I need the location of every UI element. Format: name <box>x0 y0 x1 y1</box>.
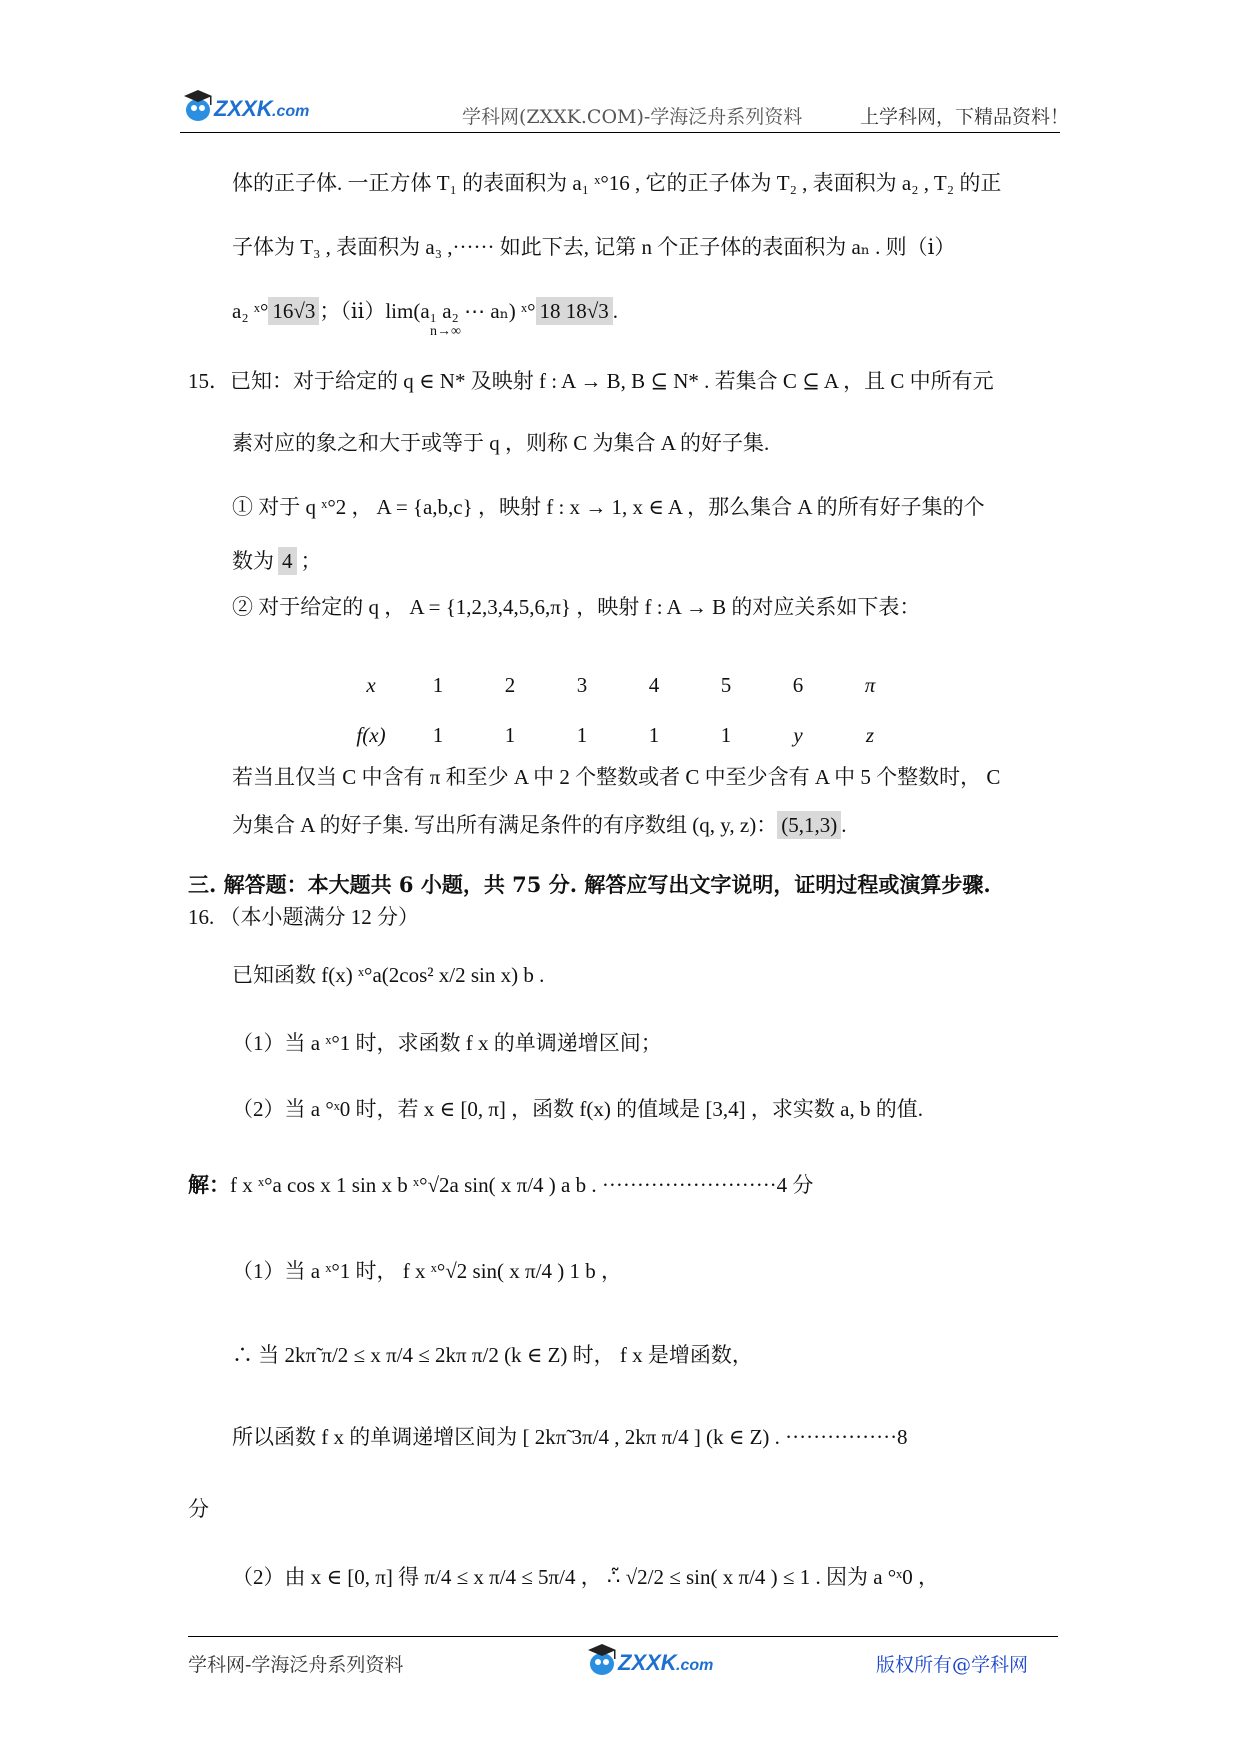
q15-line-5: ② 对于给定的 q ， A = {1,2,3,4,5,6,π} ，映射 f : A → B 的对应关系如下表： <box>232 595 921 619</box>
a2-label: a₂ ˣ° <box>232 299 269 323</box>
table-cell: f(x) <box>356 722 386 747</box>
q16-part-2: （2）当 a °ˣ0 时，若 x ∈ [0, π] ，函数 f(x) 的值域是 [3,4] ，求实数 a, b 的值. <box>232 1097 923 1121</box>
count-label: 数为 <box>232 549 274 573</box>
q16-title: 16. （本小题满分 12 分） <box>188 905 419 929</box>
answer-count: 4 <box>278 547 297 575</box>
q15-line-1: 15．已知：对于给定的 q ∈ N* 及映射 f : A → B, B ⊆ N* . 若集合 C ⊆ A ，且 C 中所有元 <box>188 369 994 393</box>
line-3 <box>232 296 618 326</box>
limit-expr: ；（ⅱ）lim(a₁ a₂ ⋯ aₙ) ˣ° <box>319 299 536 323</box>
solution-expr: f x ˣ°a cos x 1 sin x b ˣ°√2a sin( x π/4 ) a b . ·························4 分 <box>230 1173 814 1197</box>
semicolon: ； <box>300 549 322 573</box>
q15-line-4 <box>232 546 322 576</box>
header-logo <box>180 86 320 126</box>
svg-text:.com: .com <box>676 1657 714 1674</box>
svg-text:ZXXK: ZXXK <box>618 1650 677 1675</box>
line-2: 子体为 T₃ , 表面积为 a₃ ,······ 如此下去, 记第 n 个正子体的表面积为 aₙ . 则（ⅰ） <box>232 235 956 259</box>
section-3-heading: 三. 解答题：本大题共 6 小题，共 75 分. 解答应写出文字说明，证明过程或演算步骤. <box>188 872 991 897</box>
table-cell: 1 <box>504 722 516 747</box>
table-cell: 1 <box>432 722 444 747</box>
table-cell: 1 <box>720 722 732 747</box>
answer-a2: 16√3 <box>268 297 319 325</box>
footer-logo <box>584 1640 724 1680</box>
answer-limit: 18 18√3 <box>536 297 613 325</box>
table-cell: π <box>864 672 876 697</box>
q15-line-7 <box>232 810 846 840</box>
q15-line-2: 素对应的象之和大于或等于 q ，则称 C 为集合 A 的好子集. <box>232 431 770 455</box>
q15-line-6: 若当且仅当 C 中含有 π 和至少 A 中 2 个整数或者 C 中至少含有 A 中 5 个整数时， C <box>232 765 1001 789</box>
table-cell: 2 <box>504 672 516 697</box>
footer-left: 学科网-学海泛舟系列资料 <box>188 1654 404 1676</box>
header-center: 学科网(ZXXK.COM)-学海泛舟系列资料 <box>462 106 803 128</box>
q15-line-3: ① 对于 q ˣ°2 ， A = {a,b,c} ，映射 f : x → 1, x ∈ A ，那么集合 A 的所有好子集的个 <box>232 495 985 519</box>
header-rule <box>180 132 1060 133</box>
table-cell: x <box>366 672 376 697</box>
solution-label: 解： <box>188 1173 230 1197</box>
q16-part-1: （1）当 a ˣ°1 时，求函数 f x 的单调递增区间； <box>232 1031 662 1055</box>
table-row <box>340 660 906 710</box>
svg-text:ZXXK: ZXXK <box>214 96 273 121</box>
footer-right-link[interactable]: 版权所有@学科网 <box>876 1654 1029 1676</box>
table-row <box>340 710 906 760</box>
solution-line-2: （1）当 a ˣ°1 时， f x ˣ°√2 sin( x π/4 ) 1 b ， <box>232 1259 622 1283</box>
mapping-table <box>340 660 906 760</box>
mortarboard-icon <box>584 1640 724 1680</box>
table-cell: 5 <box>720 672 732 697</box>
table-cell: 1 <box>432 672 444 697</box>
table-cell: z <box>865 722 875 747</box>
tuple-label: 为集合 A 的好子集. 写出所有满足条件的有序数组 (q, y, z)： <box>232 813 778 837</box>
footer-rule <box>188 1636 1058 1637</box>
svg-text:.com: .com <box>272 103 310 120</box>
line-1: 体的正子体. 一正方体 T₁ 的表面积为 a₁ ˣ°16 , 它的正子体为 T₂ , 表面积为 a₂ , T₂ 的正 <box>232 171 1002 195</box>
solution-line-5: 分 <box>188 1497 209 1521</box>
solution-line-1 <box>188 1170 813 1200</box>
mortarboard-icon <box>180 86 320 126</box>
table-cell: y <box>793 722 803 747</box>
limit-sub: n→∞ <box>430 324 461 339</box>
table-cell: 6 <box>792 672 804 697</box>
q16-function: 已知函数 f(x) ˣ°a(2cos² x/2 sin x) b . <box>232 963 545 987</box>
header-right: 上学科网，下精品资料！ <box>860 106 1070 128</box>
solution-line-6: （2）由 x ∈ [0, π] 得 π/4 ≤ x π/4 ≤ 5π/4 ， ∴̃ √2/2 ≤ sin( x π/4 ) ≤ 1 . 因为 a °ˣ0 ， <box>232 1565 939 1589</box>
solution-line-4: 所以函数 f x 的单调递增区间为 [ 2kπ̃ 3π/4 , 2kπ π/4 ] (k ∈ Z) . ················8 <box>232 1425 908 1449</box>
table-cell: 1 <box>576 722 588 747</box>
table-cell: 3 <box>576 672 588 697</box>
solution-line-3: ∴ 当 2kπ̃ π/2 ≤ x π/4 ≤ 2kπ π/2 (k ∈ Z) 时， f x 是增函数， <box>232 1343 753 1367</box>
period: . <box>841 813 847 837</box>
period: . <box>612 299 619 323</box>
table-cell: 4 <box>648 672 660 697</box>
table-cell: 1 <box>648 722 660 747</box>
answer-tuple: (5,1,3) <box>777 811 841 839</box>
